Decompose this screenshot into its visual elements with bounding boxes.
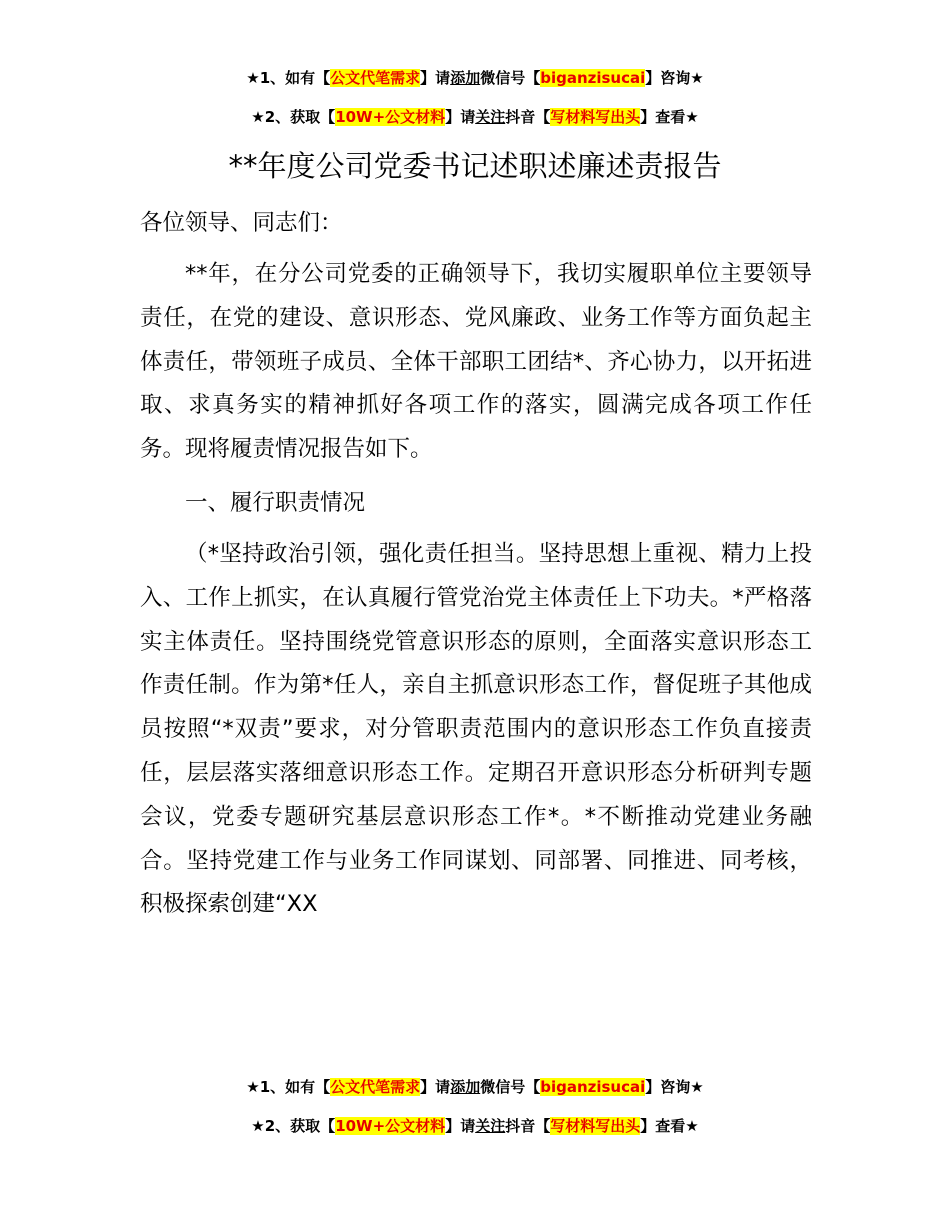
banner-highlight: 10W+公文材料 [335,1117,446,1135]
banner-text: 】咨询★ [645,1078,704,1096]
bottom-banner-line-2 [0,1116,950,1136]
section-heading: 一、履行职责情况 [185,490,366,516]
banner-text: ★1、如有【 [246,69,331,87]
banner-text: 】查看★ [640,108,699,126]
document-title: **年度公司党委书记述职述廉述责报告 [228,149,722,183]
banner-text: 微信号【 [480,1078,541,1096]
banner-text: 】请 [420,1078,451,1096]
banner-douyin-id: 写材料写出头 [550,108,641,126]
banner-text: 】请 [445,1117,476,1135]
top-banner-line-2 [0,107,950,127]
banner-emphasis: 关注 [475,1117,506,1135]
banner-text: 】查看★ [640,1117,699,1135]
bottom-banner-line-1 [0,1077,950,1097]
top-banner-line-1 [0,68,950,88]
greeting: 各位领导、同志们： [140,210,343,236]
banner-text: 】请 [420,69,451,87]
banner-highlight: 公文代笔需求 [330,1078,421,1096]
banner-emphasis: 关注 [475,108,506,126]
banner-highlight: 公文代笔需求 [330,69,421,87]
banner-text: 抖音【 [505,108,551,126]
banner-douyin-id: 写材料写出头 [550,1117,641,1135]
banner-text: ★2、获取【 [251,1117,336,1135]
banner-emphasis: 添加 [450,69,481,87]
banner-text: ★2、获取【 [251,108,336,126]
paragraph-duties: （*坚持政治引领，强化责任担当。坚持思想上重视、精力上投入、工作上抓实，在认真履行管党治党主体责任上下功夫。*严格落实主体责任。坚持围绕党管意识形态的原则，全面落实意识形态工作责任制。作为第*任人，亲自主抓意识形态工作，督促班子其他成员按照“*双责”要求，对分管职责范围内的意识形态工作负直接责任，层层落实落细意识形态工作。定期召开意识形态分析研判专题会议，党委专题研究基层意识形态工作*。*不断推动党建业务融合。坚持党建工作与业务工作同谋划、同部署、同推进、同考核，积极探索创建“XX [140,541,812,918]
banner-text: 微信号【 [480,69,541,87]
banner-highlight: 10W+公文材料 [335,108,446,126]
banner-emphasis: 添加 [450,1078,481,1096]
banner-text: ★1、如有【 [246,1078,331,1096]
banner-wechat-id: biganzisucai [540,69,646,87]
banner-text: 】咨询★ [645,69,704,87]
banner-text: 抖音【 [505,1117,551,1135]
paragraph-intro: **年，在分公司党委的正确领导下，我切实履职单位主要领导责任，在党的建设、意识形态、党风廉政、业务工作等方面负起主体责任，带领班子成员、全体干部职工团结*、齐心协力，以开拓进取、求真务实的精神抓好各项工作的落实，圆满完成各项工作任务。现将履责情况报告如下。 [140,261,812,463]
banner-wechat-id: biganzisucai [540,1078,646,1096]
banner-text: 】请 [445,108,476,126]
